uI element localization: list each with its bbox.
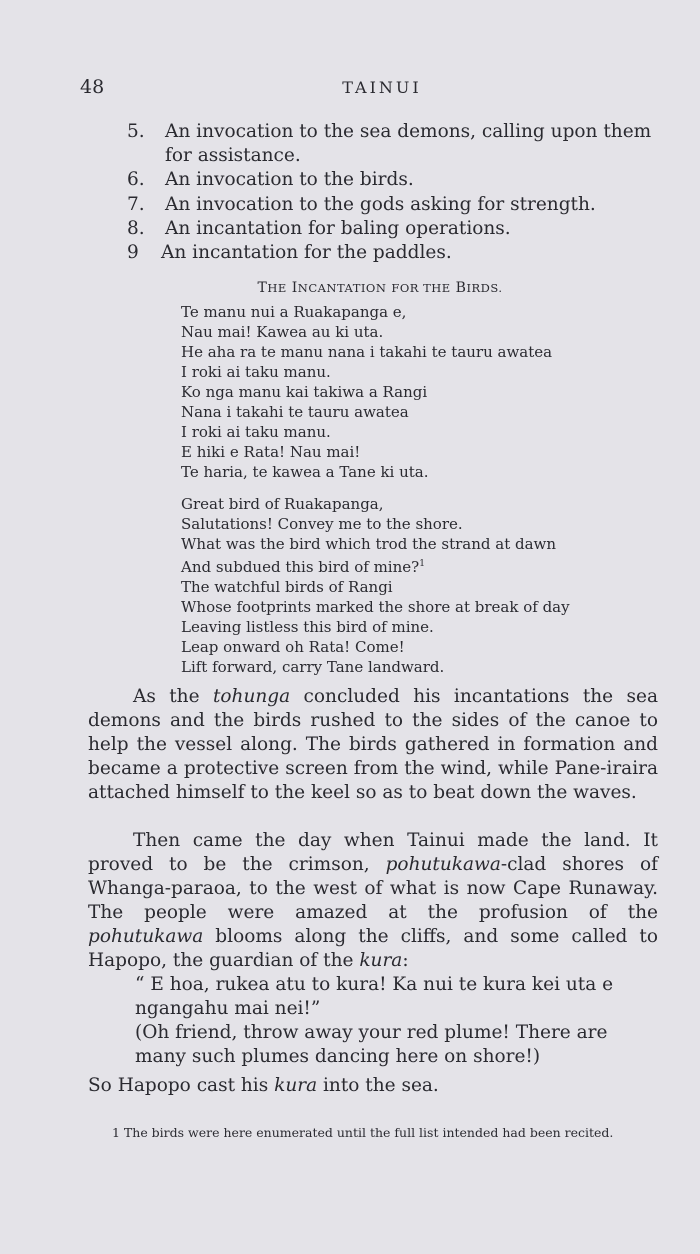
footnote-marker: 1	[419, 559, 425, 569]
paragraph-incantations-concluded: As the tohunga concluded his incantations the sea demons and the birds rushed to the sides of the canoe to help the vessel along. The birds gathered in formation and became a protective screen from the wind, while Pane-iraira attached himself to the keel so as to beat down the waves.	[88, 686, 658, 803]
poem-line: Leap onward oh Rata! Come!	[181, 638, 405, 656]
footnote-number: 1	[112, 1125, 120, 1140]
list-item	[127, 217, 667, 241]
poem-line: He aha ra te manu nana i takahi te tauru awatea	[181, 343, 553, 361]
list-text: An invocation to the birds.	[165, 169, 414, 191]
poem-line: I roki ai taku manu.	[181, 423, 331, 441]
list-number: 8.	[127, 217, 145, 239]
incantation-list	[127, 120, 667, 265]
list-text-line: An invocation to the sea demons, calling upon them	[165, 121, 652, 142]
poem-line: Te haria, te kawea a Tane ki uta.	[181, 463, 429, 481]
quote-maori: “ E hoa, rukea atu to kura! Ka nui te kura kei uta e ngangahu mai nei!”	[135, 974, 614, 1019]
poem-line: Nau mai! Kawea au ki uta.	[181, 323, 384, 341]
poem-line: The watchful birds of Rangi	[181, 578, 393, 596]
list-number: 5.	[127, 121, 145, 142]
list-item	[127, 241, 667, 265]
poem-stanza-maori	[181, 302, 552, 482]
footnote-text: The birds were here enumerated until the full list intended had been recited.	[119, 1125, 614, 1140]
footnote	[112, 1125, 613, 1141]
list-text: An invocation to the gods asking for strength.	[165, 193, 596, 215]
poem-line: E hiki e Rata! Nau mai!	[181, 443, 361, 461]
list-text: An incantation for the paddles.	[161, 242, 452, 264]
poem-line: Nana i takahi te tauru awatea	[181, 403, 409, 421]
poem-title: THE INCANTATION FOR THE BIRDS.	[257, 280, 503, 296]
list-item	[127, 168, 667, 192]
paragraph-hapopo: So Hapopo cast his kura into the sea.	[88, 1075, 439, 1096]
poem-line: I roki ai taku manu.	[181, 363, 331, 381]
list-text-line: for assistance.	[165, 145, 301, 167]
poem-line: Salutations! Convey me to the shore.	[181, 515, 463, 533]
list-text	[165, 120, 667, 168]
poem-line: Lift forward, carry Tane landward.	[181, 658, 445, 676]
list-number: 9	[127, 242, 139, 264]
poem-line: What was the bird which trod the strand at dawn	[181, 535, 557, 553]
list-number: 7.	[127, 193, 145, 215]
list-item	[127, 193, 667, 217]
poem-line: Ko nga manu kai takiwa a Rangi	[181, 383, 428, 401]
quote-english: (Oh friend, throw away your red plume! There are many such plumes dancing here on shore!)	[135, 1022, 608, 1067]
poem-line: Great bird of Ruakapanga,	[181, 495, 384, 513]
running-title: TAINUI	[342, 78, 422, 97]
paragraph-tainui-landfall: Then came the day when Tainui made the land. It proved to be the crimson, pohutukawa-clad shores of Whanga-paraoa, to the west of what is now Cape Runaway. The people were amazed at the profusion of the pohutukawa blooms along the cliffs, and some called to Hapopo, the guardian of the kura:	[88, 830, 658, 971]
list-text: An incantation for baling operations.	[165, 217, 511, 239]
page-number: 48	[80, 76, 105, 98]
list-item	[127, 120, 667, 168]
poem-line: Te manu nui a Ruakapanga e,	[181, 303, 407, 321]
poem-line: Leaving listless this bird of mine.	[181, 618, 434, 636]
page-header	[80, 76, 660, 102]
poem-stanza-english	[181, 494, 570, 677]
poem-line: Whose footprints marked the shore at break of day	[181, 598, 570, 616]
poem-line: And subdued this bird of mine?$^1$	[181, 558, 425, 576]
list-number: 6.	[127, 169, 145, 191]
